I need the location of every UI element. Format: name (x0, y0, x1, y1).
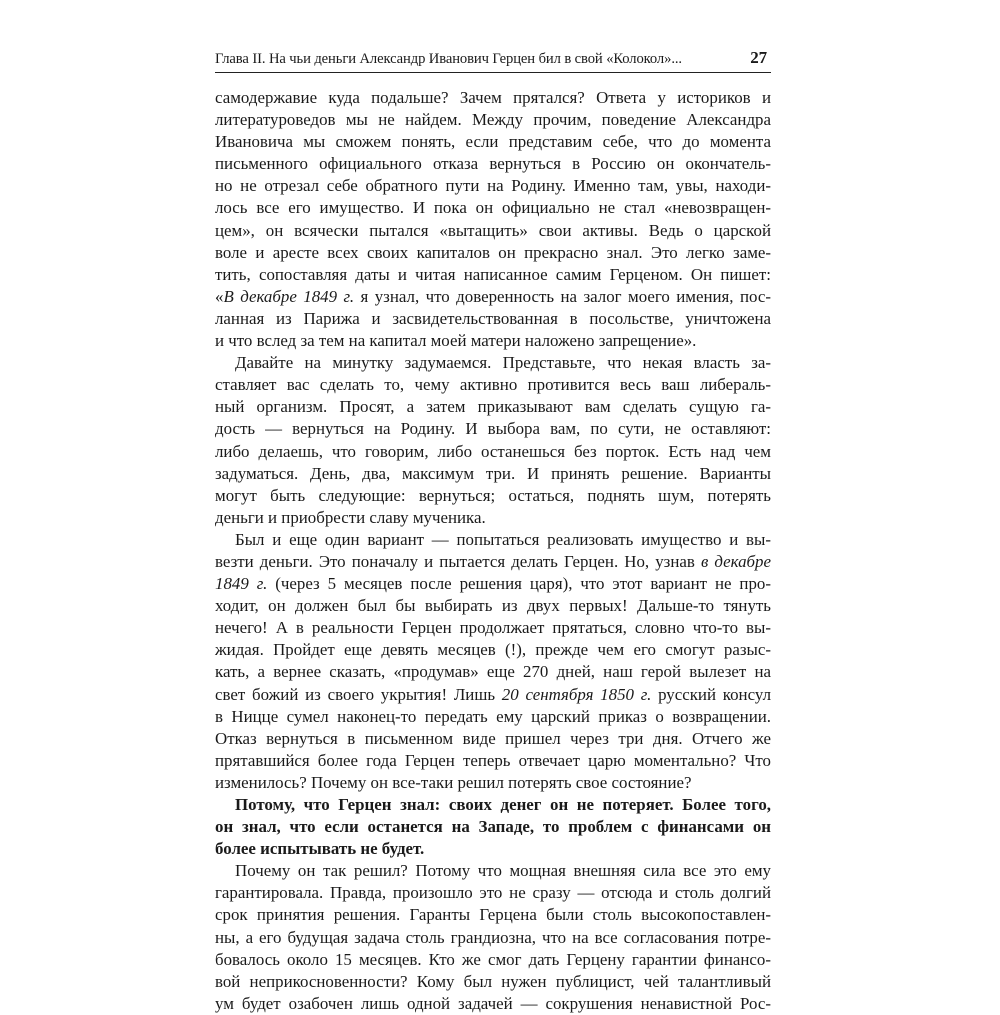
text-line: Отказ вернуться в письменном виде пришел через три дня. Отчего же (215, 728, 771, 748)
text-line-quote: «В декабре 1849 г. я узнал, что доверенность на залог моего имения, пос- (215, 286, 771, 306)
text-line: в Ницце сумел наконец-то передать ему царский приказ о возвращении. (215, 706, 771, 726)
paragraph-start: Почему он так решил? Потому что мощная внешняя сила все это ему (235, 861, 771, 881)
italic-date: в декабре (700, 551, 771, 571)
text-line: могут быть следующие: вернуться; остаться, поднять шум, потерять (215, 485, 771, 505)
text-line: и что вслед за тем на капитал моей матери наложено запрещение». (215, 331, 697, 351)
body-text (215, 87, 771, 1015)
text-line: литературоведов мы не найдем. Между прочим, поведение Александра (215, 110, 771, 130)
bold-line: более испытывать не будет. (215, 839, 425, 859)
text-line: цем», он всячески пытался «вытащить» свои активы. Ведь о царской (215, 220, 771, 240)
text-line: срок принятия решения. Гаранты Герцена были столь высокопоставлен- (215, 905, 771, 925)
text-line: прятавшийся более года Герцен теперь отвечает царю моментально? Что (215, 750, 771, 770)
running-head (215, 44, 771, 72)
text-line: свет божий из своего укрытия! Лишь 20 сентября 1850 г. русский консул (215, 684, 772, 704)
book-page (215, 44, 771, 1015)
paragraph-start: Был и еще один вариант — попытаться реализовать имущество и вы- (235, 529, 771, 549)
text-line: либо делаешь, что говорим, либо останешься без порток. Есть над чем (215, 441, 771, 461)
text-line: но не отрезал себе обратного пути на Родину. Именно там, увы, находи- (215, 176, 771, 196)
text-line: нечего! А в реальности Герцен продолжает прятаться, словно что-то вы- (215, 618, 771, 638)
text-line: тить, сопоставляя даты и читая написанное самим Герценом. Он пишет: (215, 264, 771, 284)
italic-date: 20 сентября 1850 г. (501, 684, 652, 704)
text-line: Ивановича мы сможем понять, если представим себе, что до момента (215, 132, 771, 152)
text-line: бовалось около 15 месяцев. Кто же смог дать Герцену гарантии финансо- (215, 949, 771, 969)
text-line: везти деньги. Это поначалу и пытается делать Герцен. Но, узнав в декабре (215, 551, 771, 571)
text-line: гарантировала. Правда, произошло это не сразу — отсюда и столь долгий (215, 883, 771, 903)
paragraph-start: Давайте на минутку задумаемся. Представьте, что некая власть за- (235, 353, 771, 373)
text-line: ходит, он должен был бы выбирать из двух первых! Дальше-то тянуть (215, 596, 771, 616)
text-line: воле и аресте всех своих капиталов он прекрасно знал. Это легко заме- (215, 242, 771, 262)
text-line: дость — вернуться на Родину. И выбора вам, по сути, не оставляют: (215, 419, 771, 439)
text-line: деньги и приобрести славу мученика. (215, 507, 486, 527)
text-line: самодержавие куда подальше? Зачем прятался? Ответа у историков и (215, 88, 771, 107)
text-line: ум будет озабочен лишь одной задачей — сокрушения ненавистной Рос- (215, 993, 771, 1013)
bold-line: он знал, что если останется на Западе, то проблем с финансами он (215, 817, 771, 837)
text-line: жидая. Пройдет еще девять месяцев (!), прежде чем его смогут разыс- (215, 640, 771, 660)
text-line: 1849 г. (через 5 месяцев после решения царя), что этот вариант не про- (215, 574, 771, 594)
text-line: вой неприкосновенности? Кому был нужен публицист, чей талантливый (215, 971, 771, 991)
italic-date: В декабре 1849 г. (223, 286, 355, 306)
bold-paragraph-start: Потому, что Герцен знал: своих денег он не потеряет. Более того, (235, 795, 771, 814)
italic-date: 1849 г. (215, 574, 268, 594)
text-line: письменного официального отказа вернуться в Россию он окончатель- (215, 154, 771, 174)
text-line: кать, а вернее сказать, «продумав» еще 270 дней, наш герой вылезет на (215, 662, 771, 682)
text-line: задуматься. День, два, максимум три. И принять решение. Варианты (215, 463, 771, 483)
text-line: лось все его имущество. И пока он официально не стал «невозвращен- (215, 198, 771, 218)
text-line: изменилось? Почему он все-таки решил потерять свое состояние? (215, 772, 692, 792)
text-line: ланная из Парижа и засвидетельствованная в посольстве, уничтожена (215, 308, 771, 328)
page-number: 27 (750, 48, 767, 67)
chapter-title: Глава II. На чьи деньги Александр Иванович Герцен бил в свой «Колокол»... (215, 51, 682, 67)
text-line: ный организм. Просят, а затем приказывают вам сделать сущую га- (215, 397, 771, 417)
text-line: ставляет вас сделать то, чему активно противится весь ваш либераль- (215, 375, 771, 395)
text-line: ны, а его будущая задача столь грандиозна, что на все согласования потре- (215, 927, 771, 947)
